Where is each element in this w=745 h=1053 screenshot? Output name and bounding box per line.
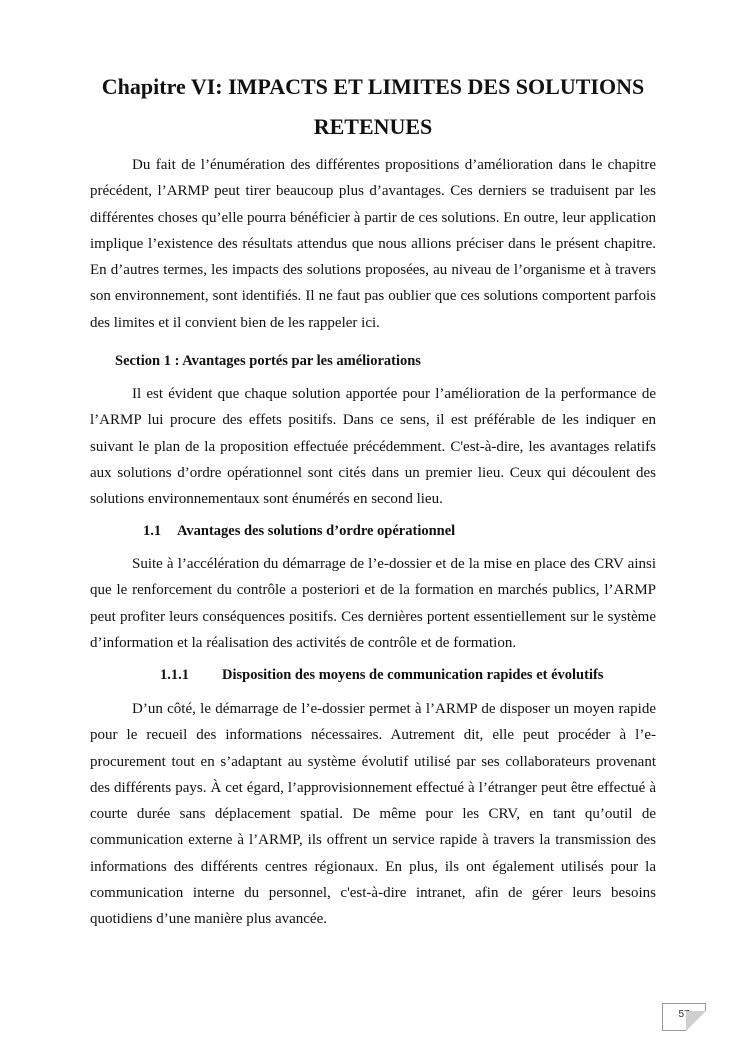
subsection-1-1-number: 1.1: [143, 523, 162, 539]
intro-paragraph: Du fait de l’énumération des différentes propositions d’amélioration dans le chapitre précédent, l’ARMP peut tirer beaucoup plus d’avantages. Ces derniers se traduisent par les différentes choses qu’elle pourra bénéficier à partir de ces solutions. En outre, leur application implique l’existence des résultats attendus que nous allions préciser dans le présent chapitre. En d’autres termes, les impacts des solutions proposées, au niveau de l’organisme et à travers son environnement, sont identifiés. Il ne faut pas oublier que ces solutions comportent parfois des limites et il convient bien de les rappeler ici.: [90, 157, 656, 331]
subsection-1-1-1-heading: [160, 665, 603, 685]
subsection-1-1-paragraph: Suite à l’accélération du démarrage de l’e-dossier et de la mise en place des CRV ainsi que le renforcement du contrôle a posteriori et de la formation en marchés publics, l’ARMP peut profiter leurs conséquences positifs. Ces dernières portent essentiellement sur le système d’information et la réalisation des activités de contrôle et de formation.: [90, 556, 656, 651]
subsection-1-1-1-paragraph: D’un côté, le démarrage de l’e-dossier permet à l’ARMP de disposer un moyen rapide pour le recueil des informations nécessaires. Autrement dit, elle peut procéder à l’e-procurement tout en s’adaptant au système évolutif utilisé par ses collaborateurs provenant des différents pays. À cet égard, l’approvisionnement effectué à l’étranger peut être effectué à courte durée sans déplacement spatial. De même pour les CRV, en tant qu’outil de communication externe à l’ARMP, ils offrent un service rapide à travers la transmission des informations des différents centres régionaux. En plus, ils ont également utilisés pour la communication interne du personnel, c'est-à-dire intranet, afin de gérer leurs besoins quotidiens d’une manière plus avancée.: [90, 701, 656, 928]
subsection-1-1-title: Avantages des solutions d’ordre opérationnel: [177, 523, 456, 539]
chapter-title-line2: RETENUES: [313, 114, 433, 139]
page-number: 57: [662, 1003, 706, 1031]
chapter-title-line1: Chapitre VI: IMPACTS ET LIMITES DES SOLUTIONS: [101, 74, 645, 99]
subsection-1-1-heading: [143, 521, 455, 541]
section-1-heading: Section 1 : Avantages portés par les améliorations: [115, 353, 421, 369]
subsection-1-1-1-title: Disposition des moyens de communication rapides et évolutifs: [222, 667, 604, 683]
subsection-1-1-1-number: 1.1.1: [160, 667, 189, 683]
section-1-paragraph: Il est évident que chaque solution apportée pour l’amélioration de la performance de l’ARMP lui procure des effets positifs. Dans ce sens, il est préférable de les indiquer en suivant le plan de la proposition effectuée précédemment. C'est-à-dire, les avantages relatifs aux solutions d’ordre opérationnel sont cités dans un premier lieu. Ceux qui découlent des solutions environnementaux sont énumérés en second lieu.: [90, 386, 656, 508]
chapter-title: [90, 70, 656, 144]
